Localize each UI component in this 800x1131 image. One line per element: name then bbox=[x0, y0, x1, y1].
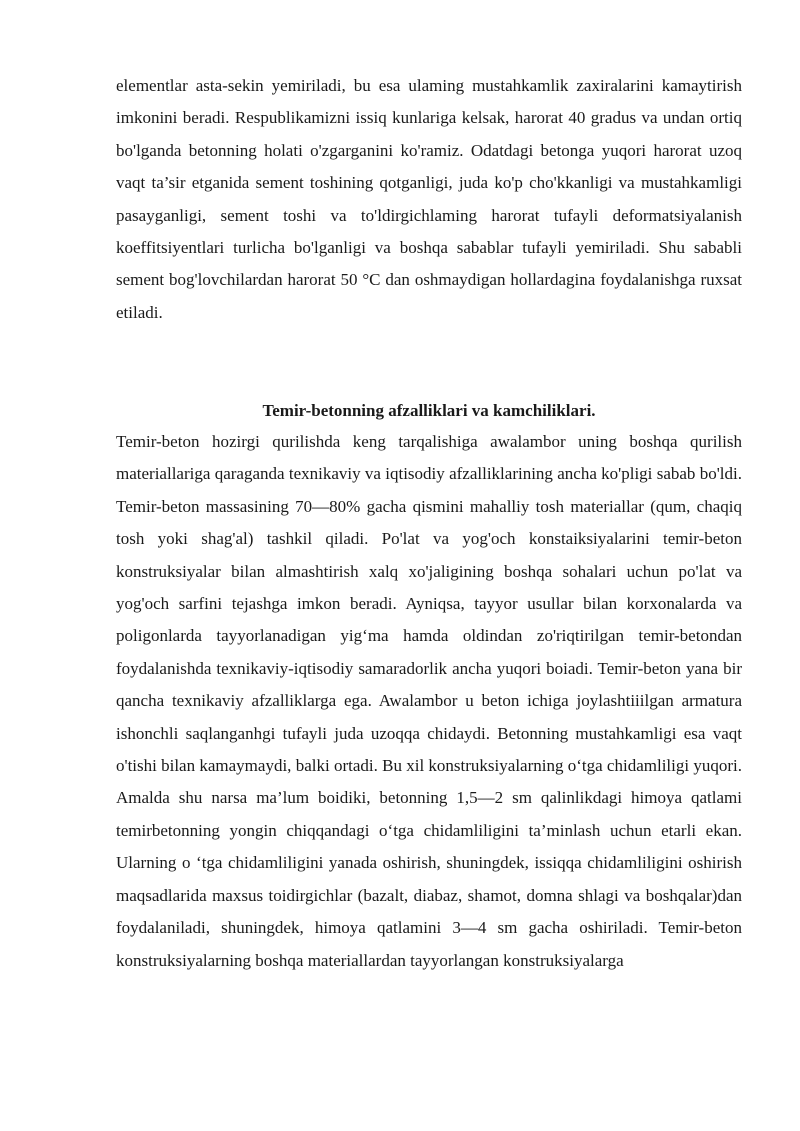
section-heading: Temir-betonning afzalliklari va kamchiliklari. bbox=[262, 401, 596, 420]
paragraph-text: elementlar asta-sekin yemiriladi, bu esa ulaming mustahkamlik zaxiralarini kamaytirish imkonini beradi. Respublikamizni issiq kunlariga kelsak, harorat 40 gradus va undan ortiq bo'lganda betonning holati o'zgarganini ko'ramiz. Odatdagi betonga yuqori harorat uzoq vaqt ta’sir etganida sement toshining qotganligi, juda ko'p cho'kkanligi va mustahkamligi pasayganligi, sement toshi va to'ldirgichlaming harorat tufayli deformatsiyalanish koeffitsiyentlari turlicha bo'lganligi va boshqa sabablar tufayli yemiriladi. Shu sababli sement bog'lovchilardan harorat 50 °C dan oshmaydigan hollardagina foydalanishga ruxsat etiladi. bbox=[116, 76, 742, 322]
body-paragraph-2 bbox=[116, 426, 742, 977]
paragraph-text: Temir-beton hozirgi qurilishda keng tarqalishiga awalambor uning boshqa qurilish materiallariga qaraganda texnikaviy va iqtisodiy afzalliklarining ancha ko'pligi sabab bo'ldi. Temir-beton massasining 70—80% gacha qismini mahalliy tosh materiallar (qum, chaqiq tosh yoki shag'al) tashkil qiladi. Po'lat va yog'och konstaiksiyalarini temir-beton konstruksiyalar bilan almashtirish xalq xo'jaligining boshqa sohalari uchun po'lat va yog'och sarfini tejashga imkon beradi. Ayniqsa, tayyor usullar bilan korxonalarda va poligonlarda tayyorlanadigan yig‘ma hamda oldindan zo'riqtirilgan temir-betondan foydalanishda texnikaviy-iqtisodiy samaradorlik ancha yuqori boiadi. Temir-beton yana bir qancha texnikaviy afzalliklarga ega. Awalambor u beton ichiga joylashtiiilgan armatura ishonchli saqlanganhgi tufayli juda uzoqqa chidaydi. Betonning mustahkamligi esa vaqt o'tishi bilan kamaymaydi, balki ortadi. Bu xil konstruksiyalarning o‘tga chidamliligi yuqori. Amalda shu narsa ma’lum boidiki, betonning 1,5—2 sm qalinlikdagi himoya qatlami temirbetonning yongin chiqqandagi o‘tga chidamliligini ta’minlash uchun etarli ekan. Ularning o ‘tga chidamliligini yanada oshirish, shuningdek, issiqqa chidamliligini oshirish maqsadlarida maxsus toidirgichlar (bazalt, diabaz, shamot, domna shlagi va boshqalar)dan foydalaniladi, shuningdek, himoya qatlamini 3—4 sm gacha oshiriladi. Temir-beton konstruksiyalarning boshqa materiallardan tayyorlangan konstruksiyalarga bbox=[116, 432, 742, 970]
body-paragraph-1 bbox=[116, 70, 742, 329]
